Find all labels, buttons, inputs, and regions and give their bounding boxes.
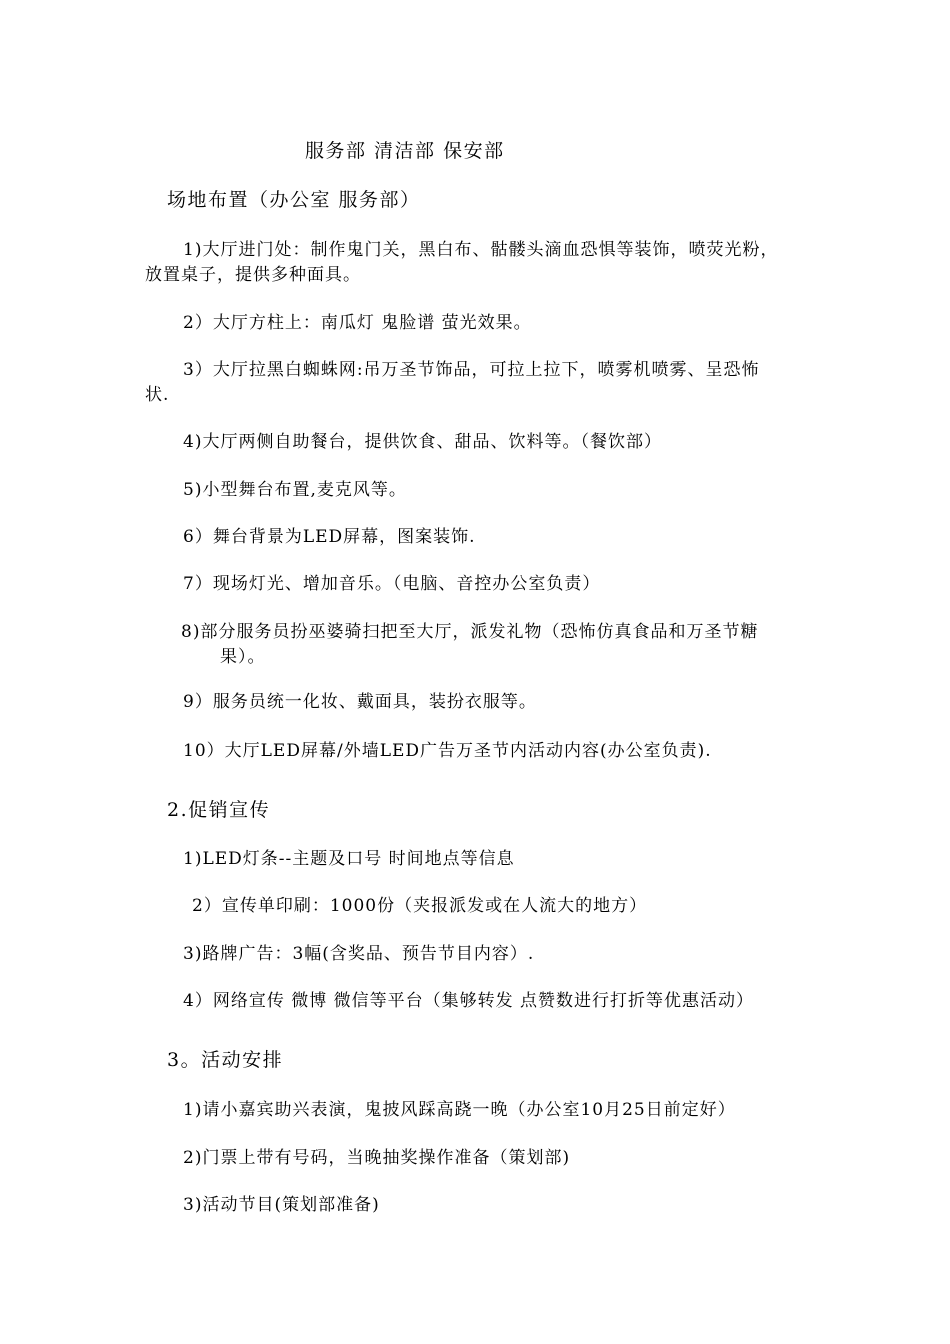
list-item: 4）网络宣传 微博 微信等平台（集够转发 点赞数进行打折等优惠活动）: [183, 991, 755, 1011]
list-item: 2）大厅方柱上：南瓜灯 鬼脸谱 萤光效果。: [183, 313, 532, 333]
list-item: 9）服务员统一化妆、戴面具，装扮衣服等。: [183, 692, 537, 712]
list-item: 5)小型舞台布置,麦克风等。: [183, 480, 407, 500]
section-title-promotion: 2.促销宣传: [167, 799, 271, 821]
list-item: 1)请小嘉宾助兴表演，鬼披风踩高跷一晚（办公室10月25日前定好）: [183, 1100, 736, 1120]
list-item: 2）宣传单印刷：1000份（夹报派发或在人流大的地方）: [192, 896, 648, 916]
list-item: 10）大厅LED屏幕/外墙LED广告万圣节内活动内容(办公室负责).: [183, 741, 712, 761]
list-item: 3)活动节目(策划部准备): [183, 1195, 380, 1215]
list-item: 3)路牌广告：3幅(含奖品、预告节目内容）.: [183, 944, 535, 964]
section-title-venue: 场地布置（办公室 服务部）: [167, 189, 421, 211]
list-item: 6）舞台背景为LED屏幕，图案装饰.: [183, 527, 476, 547]
list-item: 3）大厅拉黑白蜘蛛网:吊万圣节饰品，可拉上拉下，喷雾机喷雾、呈恐怖: [183, 360, 760, 380]
list-item: 7）现场灯光、增加音乐。（电脑、音控办公室负责）: [183, 574, 601, 594]
list-item: 4)大厅两侧自助餐台，提供饮食、甜品、饮料等。（餐饮部）: [183, 432, 662, 452]
department-header: 服务部 清洁部 保安部: [305, 140, 505, 162]
list-item: 1)大厅进门处：制作鬼门关，黑白布、骷髅头滴血恐惧等装饰，喷荧光粉，: [183, 240, 779, 260]
list-item-continuation: 状.: [145, 385, 170, 405]
list-item: 1)LED灯条--主题及口号 时间地点等信息: [183, 849, 515, 869]
list-item: 2)门票上带有号码，当晚抽奖操作准备（策划部): [183, 1148, 571, 1168]
section-title-activities: 3。活动安排: [167, 1049, 284, 1071]
list-item: 8)部分服务员扮巫婆骑扫把至大厅，派发礼物（恐怖仿真食品和万圣节糖: [181, 622, 759, 642]
list-item-continuation: 放置桌子，提供多种面具。: [145, 265, 361, 285]
list-item-continuation: 果）。: [220, 647, 266, 667]
